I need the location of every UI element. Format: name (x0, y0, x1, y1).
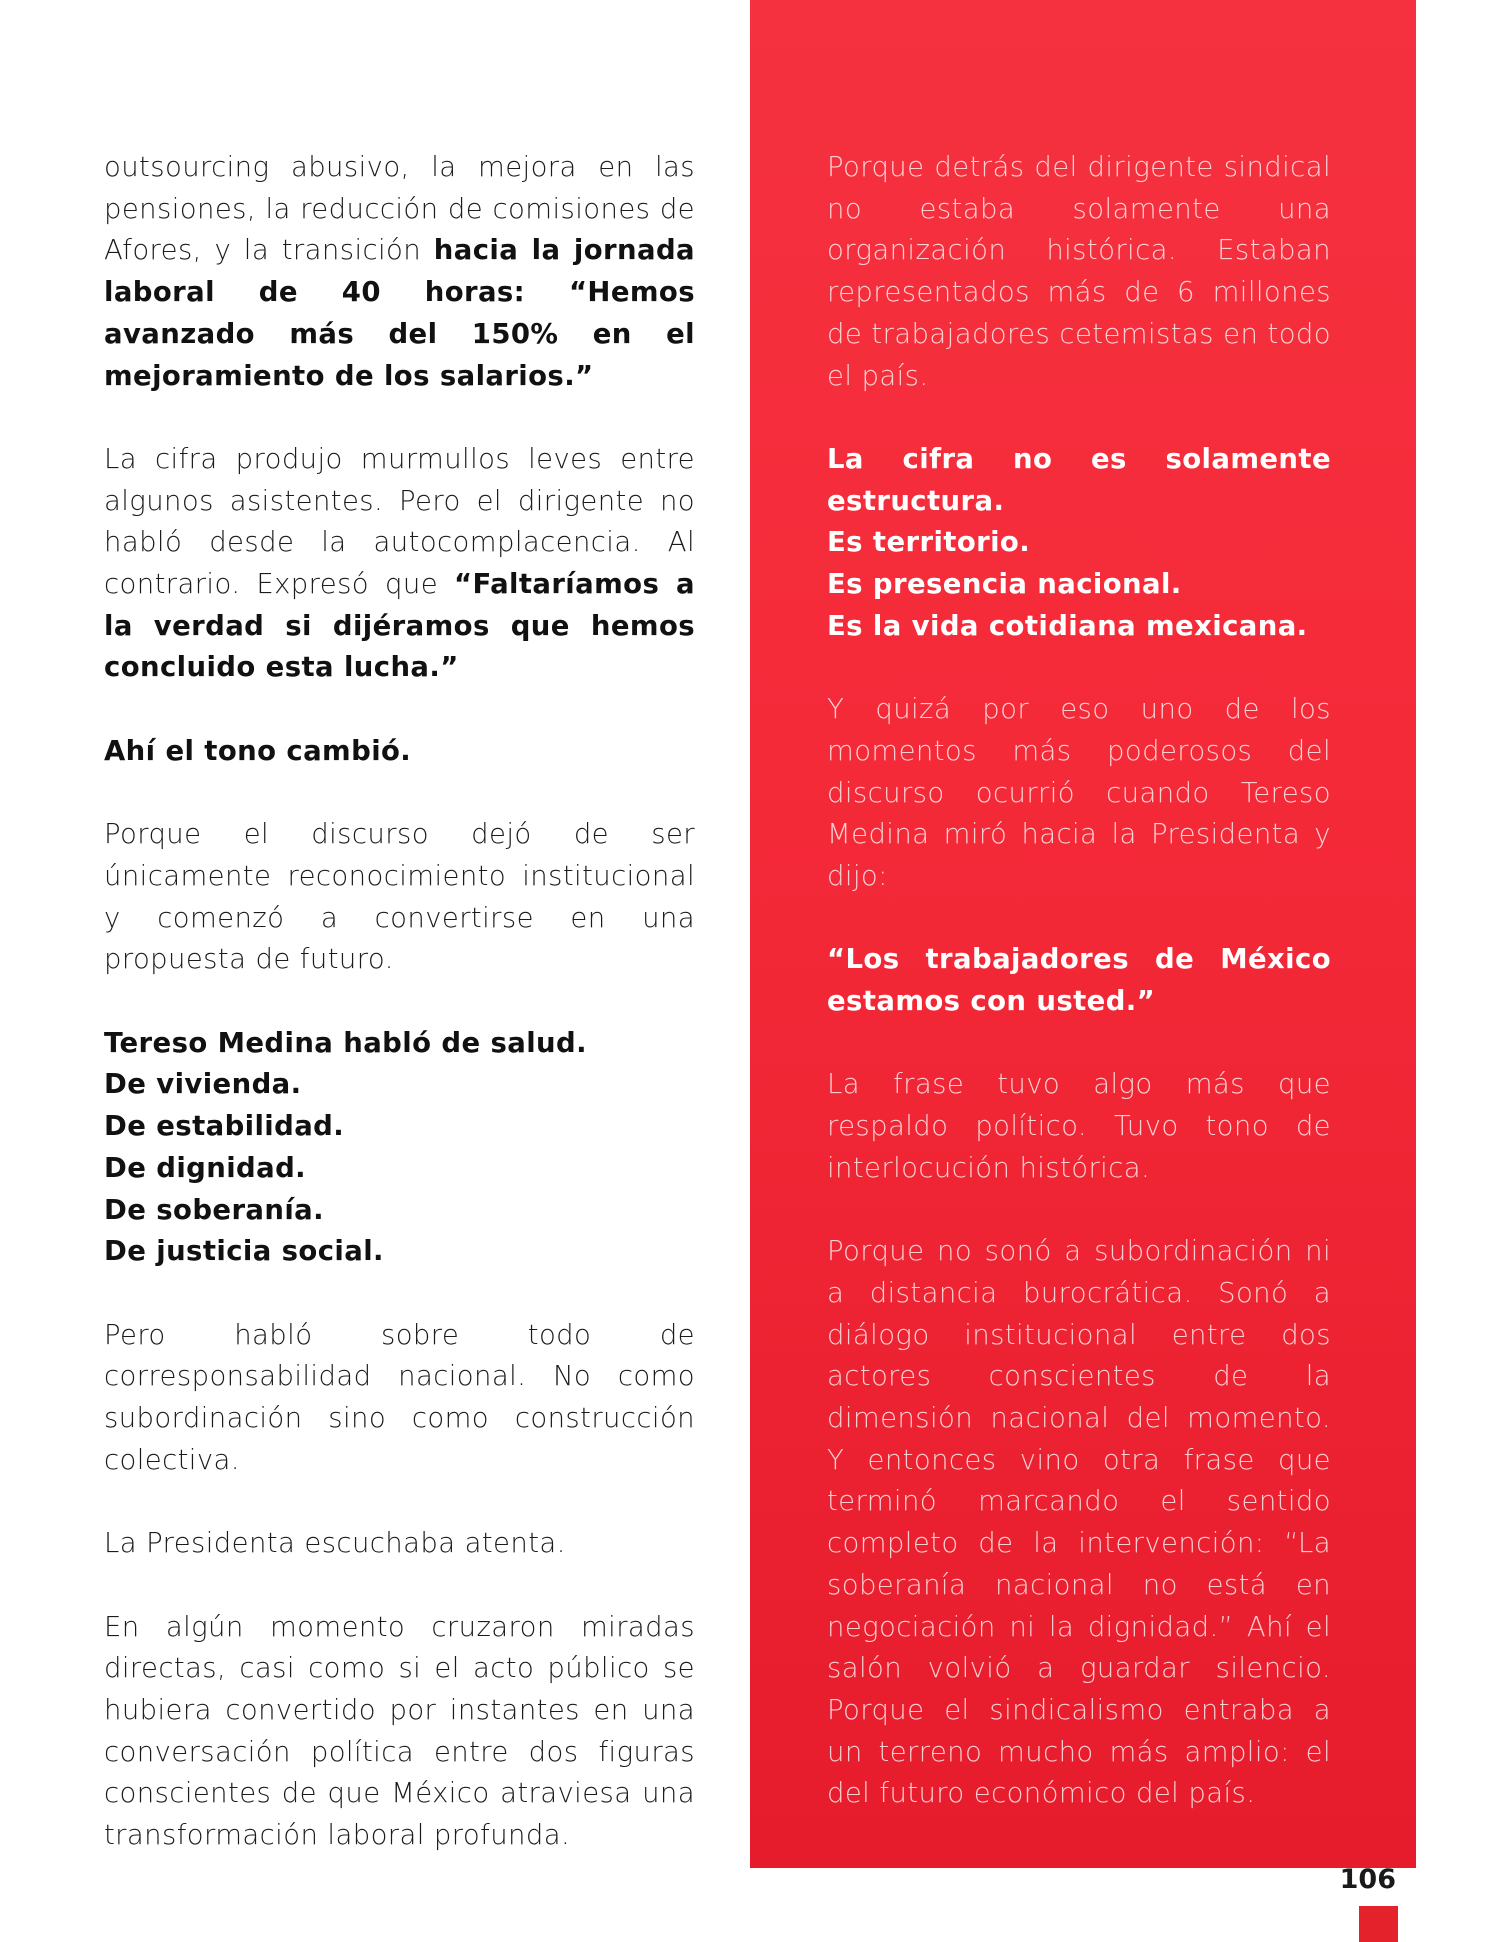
left-paragraph-5: Pero habló sobre todo de corresponsabilidad nacional. No como subordinación sino como construcción colectiva. (104, 1318, 695, 1476)
right-quote (827, 939, 1331, 1022)
list-item: Es presencia nacional. (827, 568, 1182, 601)
bold-quote: hacia la jornada laboral de 40 horas: “Hemos avanzado más del 150% en el mejoramiento de los salarios.” (104, 234, 695, 392)
left-text-column (104, 147, 695, 1857)
left-paragraph-1 (104, 147, 695, 397)
bold-quote: “Faltaríamos a la verdad si dijéramos que hemos concluido esta lucha.” (104, 568, 695, 684)
list-item: De justicia social. (104, 1235, 384, 1268)
paragraph-text: outsourcing abusivo, la mejora en las pensiones, la reducción de comisiones de Afores, y la transición (104, 151, 695, 267)
page-number: 106 (1339, 1864, 1396, 1895)
list-item: De soberanía. (104, 1193, 324, 1226)
list-item: De estabilidad. (104, 1110, 345, 1143)
bold-quote: “Los trabajadores de México estamos con usted.” (827, 943, 1331, 1018)
right-paragraph-4: Porque no sonó a subordinación ni a distancia burocrática. Sonó a diálogo institucional entre dos actores conscientes de la dimensión nacional del momento. Y entonces vino otra frase que terminó marcando el sentido completo de la intervención: “La soberanía nacional no está en negociación ni la dignidad.” Ahí el salón volvió a guardar silencio. Porque el sindicalismo entraba a un terreno mucho más amplio: el del futuro económico del país. (827, 1235, 1331, 1810)
left-paragraph-7: En algún momento cruzaron miradas directas, casi como si el acto público se hubiera convertido por instantes en una conversación política entre dos figuras conscientes de que México atraviesa una transformación laboral profunda. (104, 1610, 695, 1852)
left-paragraph-3 (104, 731, 695, 773)
right-paragraph-3: La frase tuvo algo más que respaldo político. Tuvo tono de interlocución histórica. (827, 1068, 1331, 1184)
right-paragraph-2: Y quizá por eso uno de los momentos más poderosos del discurso ocurrió cuando Tereso Medina miró hacia la Presidenta y dijo: (827, 693, 1331, 892)
list-item: Tereso Medina habló de salud. (104, 1026, 587, 1059)
bold-statement: Ahí el tono cambió. (104, 734, 412, 767)
page-marker-square (1359, 1906, 1398, 1942)
list-item: La cifra no es solamente estructura. (827, 442, 1331, 517)
list-item: De vivienda. (104, 1068, 302, 1101)
right-text-column (827, 147, 1331, 1815)
right-paragraph-1: Porque detrás del dirigente sindical no estaba solamente una organización histórica. Estaban representados más de 6 millones de trabajadores cetemistas en todo el país. (827, 151, 1331, 392)
paragraph-text: La cifra produjo murmullos leves entre algunos asistentes. Pero el dirigente no habló desde la autocomplacencia. Al contrario. Expresó que (104, 442, 695, 601)
left-bold-list (104, 1023, 695, 1273)
left-paragraph-4: Porque el discurso dejó de ser únicamente reconocimiento institucional y comenzó a convertirse en una propuesta de futuro. (104, 818, 695, 976)
left-paragraph-6: La Presidenta escuchaba atenta. (104, 1527, 566, 1560)
right-bold-list (827, 439, 1331, 648)
list-item: Es territorio. (827, 526, 1031, 559)
list-item: De dignidad. (104, 1151, 307, 1184)
list-item: Es la vida cotidiana mexicana. (827, 609, 1308, 642)
left-paragraph-2 (104, 439, 695, 689)
